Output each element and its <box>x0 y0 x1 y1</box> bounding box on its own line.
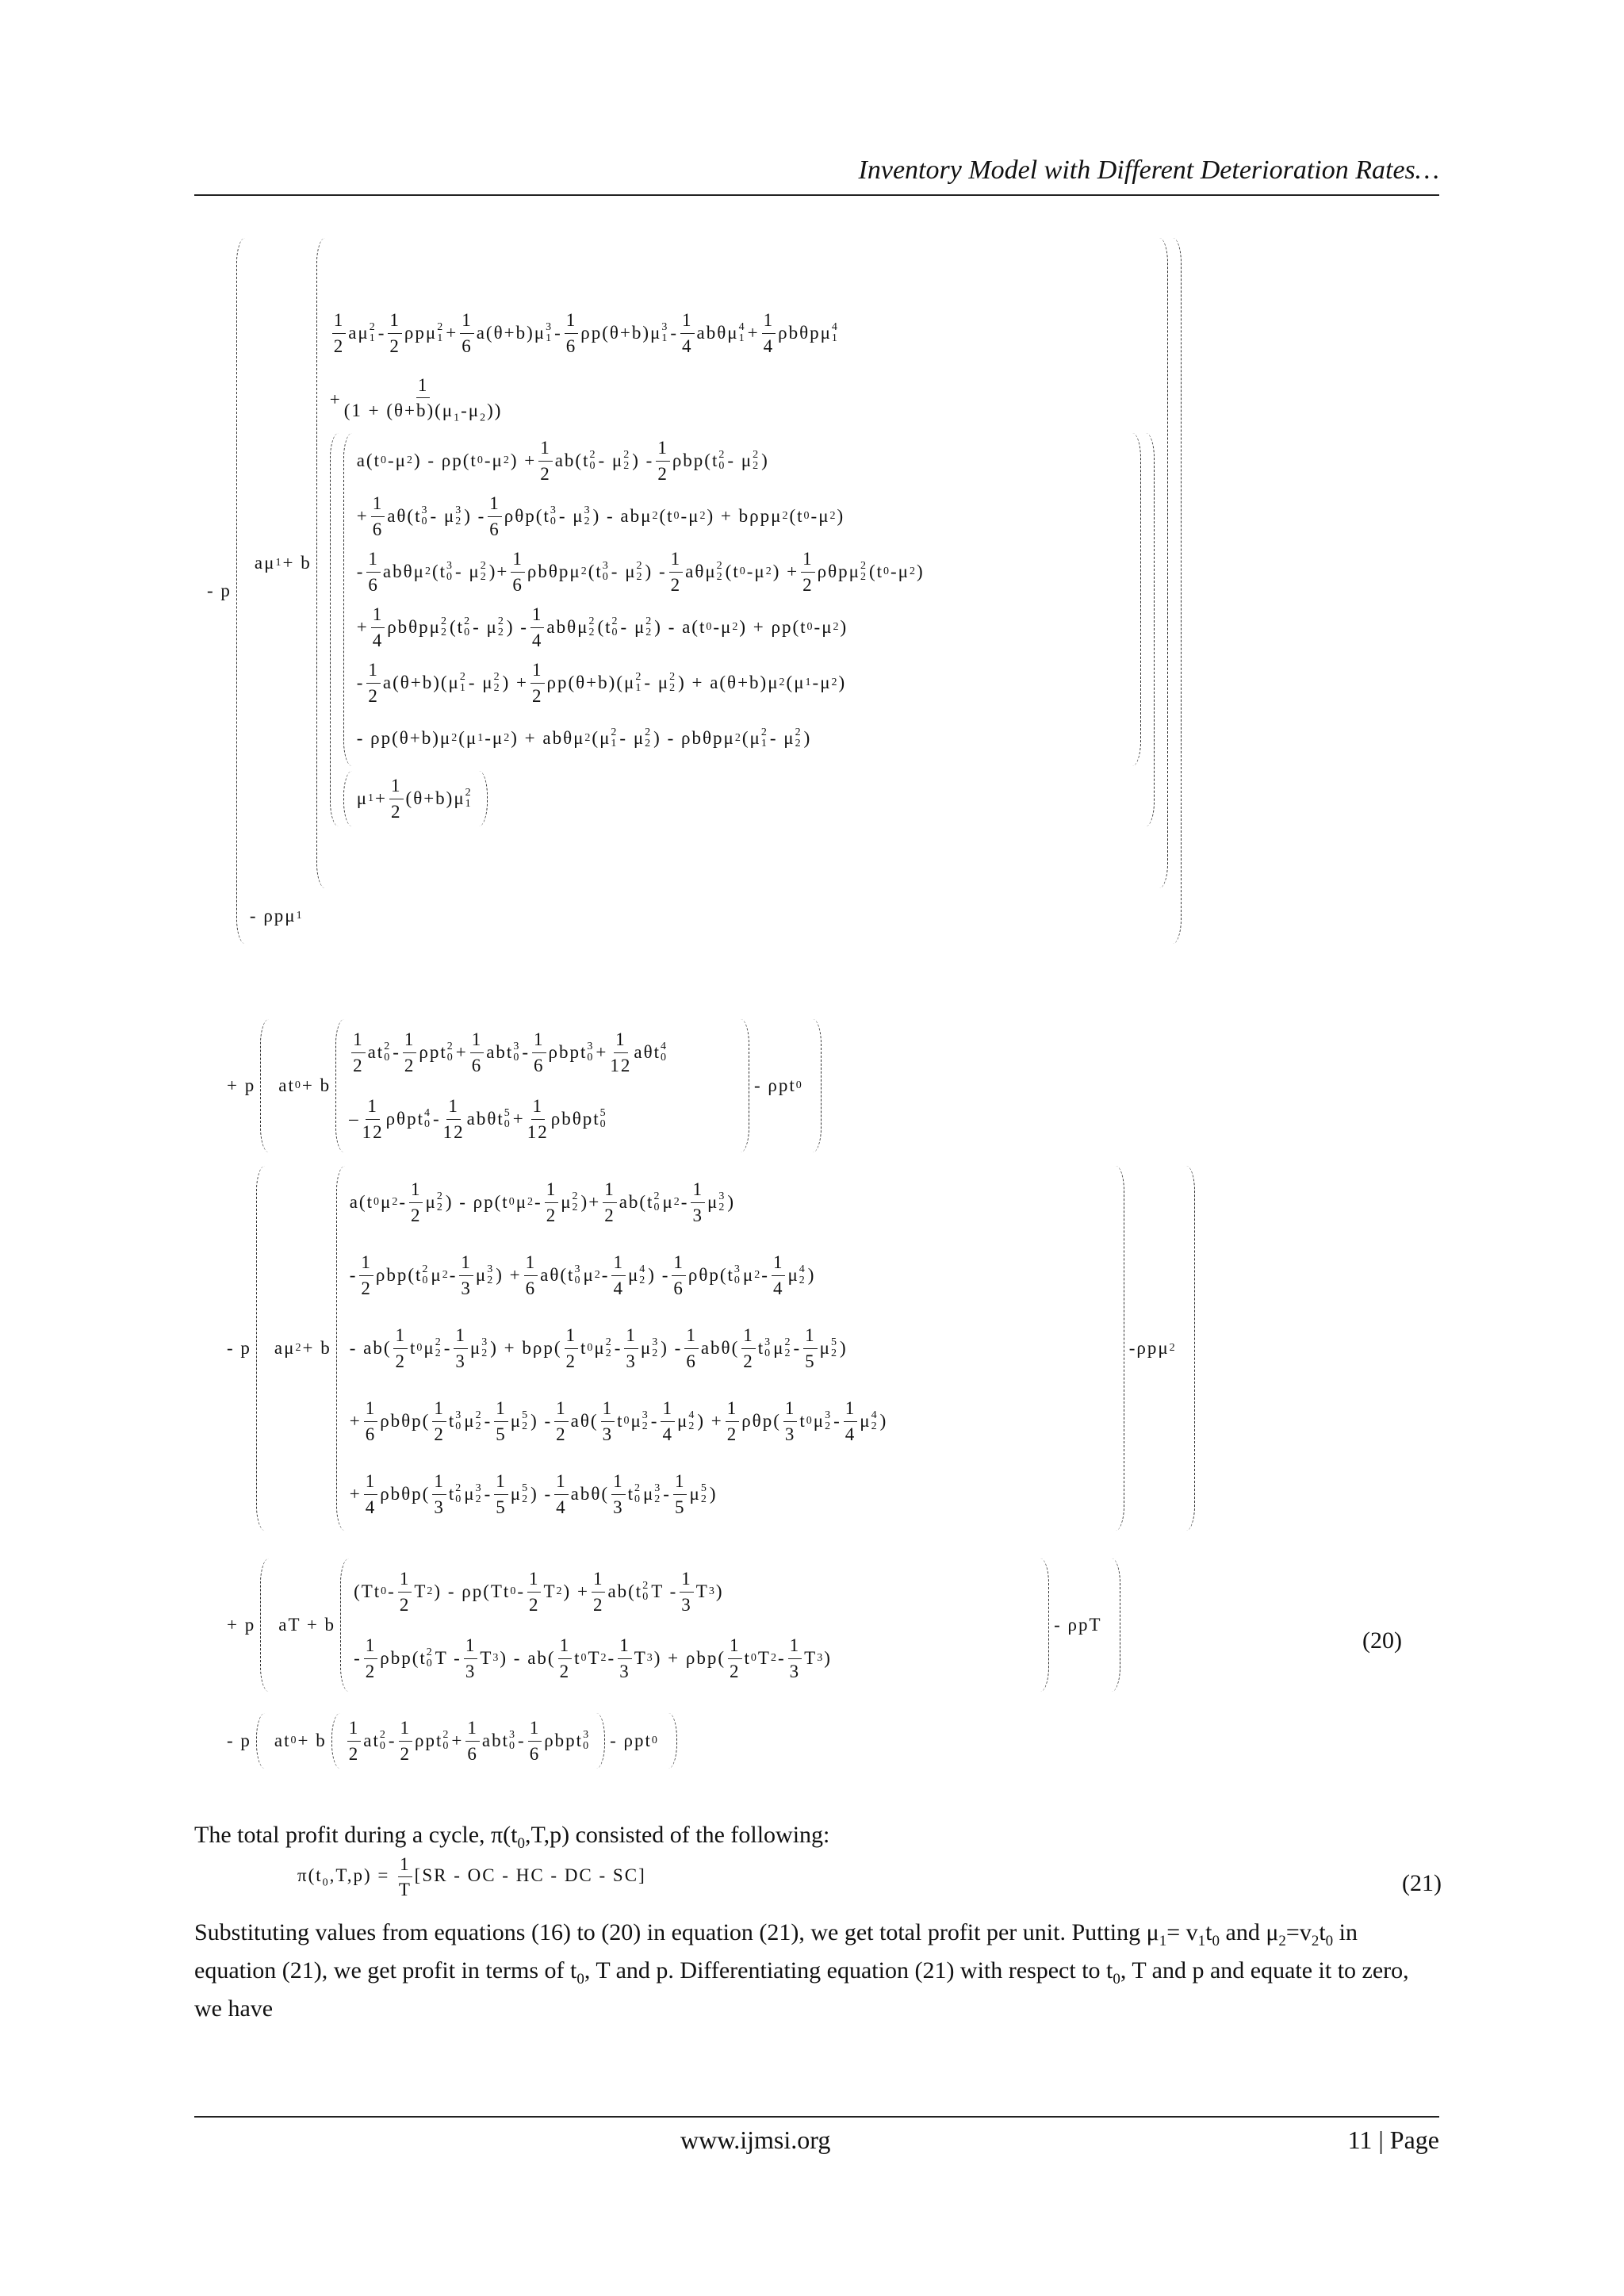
fraction: 1 4 <box>365 1471 377 1517</box>
fraction: 1 2 <box>400 1718 412 1764</box>
fraction: 1 4 <box>845 1398 856 1444</box>
block-lead: - p <box>207 581 232 600</box>
right-paren <box>596 1713 605 1769</box>
left-paren <box>336 1166 345 1531</box>
math-line: 1 2 at 2 0 - 1 2 ρpt 2 0 + 1 6 abt 3 0 - 1 6 ρbpt 3 0 + 1 12 aθt 4 0 <box>353 1029 668 1075</box>
right-paren <box>1146 433 1155 826</box>
equation-20-block-3 <box>222 1166 1195 1531</box>
fraction: 1 $(1 + (\theta+b)(\mu_1-\mu_2))$ <box>343 374 503 424</box>
fraction: 1 2 <box>802 549 814 595</box>
left-paren <box>343 433 352 766</box>
fraction: 1 3 <box>789 1635 801 1681</box>
right-paren <box>668 1713 677 1769</box>
fraction: 1 2 <box>410 1179 422 1225</box>
fraction: 1 3 <box>784 1398 796 1444</box>
left-paren <box>343 771 352 826</box>
inner-lead: aμ 1 + b <box>254 553 312 573</box>
block-lead: + p <box>227 1615 256 1635</box>
header-rule <box>194 194 1439 196</box>
math-line: a(t 0 -μ 2 ) - ρp(t 0 -μ 2 ) + 1 2 ab(t 2 0 - μ 2 2 ) - 1 2 ρbp(t 2 0 - μ 2 2 ) <box>356 438 769 484</box>
fraction: 1 3 <box>681 1569 692 1615</box>
fraction: 1 6 <box>534 1029 545 1075</box>
fraction: 1 2 <box>670 549 682 595</box>
math-line: + 1 $(1 + (\theta+b)(\mu_1-\mu_2))$ <box>329 374 503 424</box>
right-paren <box>741 1019 749 1152</box>
inner-lead: aμ 2 + b <box>274 1338 331 1358</box>
fraction: 1 2 <box>743 1325 754 1371</box>
intro-text: The total profit during a cycle, $\pi(t_0,T,p)$ consisted of the following: <box>194 1822 830 1852</box>
math-line: + 1 4 ρbθpμ 2 2 (t 2 0 - μ 2 2 ) - 1 4 abθμ 2 2 (t 2 0 - μ 2 2 ) - a(t 0 -μ 2 ) + ρp(t 0 -μ 2 ) <box>356 604 848 650</box>
fraction: 1 5 <box>674 1471 686 1517</box>
fraction: 1 3 <box>455 1325 466 1371</box>
math-line: + 1 4 ρbθp( 1 3 t 2 0 μ 3 2 - 1 5 μ 5 2 ) - 1 4 abθ( 1 3 t 2 0 μ 3 2 - 1 5 μ 5 2 ) <box>349 1471 718 1517</box>
footer-page: 11 | Page <box>1347 2125 1439 2154</box>
right-paren <box>1132 433 1141 766</box>
block-tail: - ρpμ 1 <box>249 906 304 926</box>
math-line: 1 2 at 2 0 - 1 2 ρpt 2 0 + 1 6 abt 3 0 - 1 6 ρbpt 3 0 <box>348 1718 591 1764</box>
fraction: 1 2 <box>546 1179 557 1225</box>
fraction: 1 2 <box>348 1718 360 1764</box>
math-line: - ab( 1 2 t 0 μ 2 2 - 1 3 μ 3 2 ) + bρp( 1 2 t 0 μ 2 2 - 1 3 μ 3 2 ) - 1 6 abθ( 1 2 t 3 0 μ 2 2 - 1 5 μ 5 2 ) <box>349 1325 848 1371</box>
fraction: 1 3 <box>465 1635 477 1681</box>
fraction: 1 12 <box>610 1029 632 1075</box>
fraction: 1 3 <box>619 1635 630 1681</box>
fraction: 1 6 <box>529 1718 541 1764</box>
fraction: 1 12 <box>527 1096 549 1142</box>
fraction: 1 4 <box>662 1398 673 1444</box>
fraction: 1 2 <box>365 1635 377 1681</box>
fraction: 1 6 <box>462 310 473 356</box>
equation-21: $\pi(t_0,T,p)$ = $\frac{1}{T}$ [SR - OC - HC - DC - SC] <box>297 1854 646 1900</box>
fraction: 1 4 <box>556 1471 567 1517</box>
fraction: 1 3 <box>461 1252 472 1298</box>
block-tail: - ρpt 0 <box>753 1075 803 1095</box>
left-paren <box>330 433 339 826</box>
math-line: a(t 0 μ 2 - 1 2 μ 2 2 ) - ρp(t 0 μ 2 - 1 2 μ 2 2 )+ 1 2 ab(t 2 0 μ 2 - 1 3 μ 3 2 ) <box>349 1179 735 1225</box>
fraction: 1 6 <box>368 549 379 595</box>
fraction: 1 3 <box>692 1179 703 1225</box>
math-line: – 1 12 ρθpt 4 0 - 1 12 abθt 5 0 + 1 12 ρbθpt 5 0 <box>349 1096 607 1142</box>
right-paren <box>1112 1558 1120 1692</box>
fraction: 1 2 <box>395 1325 406 1371</box>
equation-20-block-4 <box>222 1558 1120 1692</box>
left-paren <box>256 1166 265 1531</box>
math-line: - 1 2 a(θ+b)(μ 2 1 - μ 2 2 ) + 1 2 ρp(θ+b)(μ 2 1 - μ 2 2 ) + a(θ+b)μ 2 (μ 1 -μ 2 ) <box>356 660 847 706</box>
left-paren <box>316 238 325 888</box>
fraction: 1 6 <box>372 493 384 539</box>
fraction: 1 5 <box>496 1398 507 1444</box>
fraction: 1 12 <box>442 1096 465 1142</box>
right-paren <box>1159 238 1168 888</box>
math-line: (Tt 0 - 1 2 T 2 ) - ρp(Tt 0 - 1 2 T 2 ) + 1 2 ab(t 2 0 T - 1 3 T 3 ) <box>354 1569 724 1615</box>
fraction: 1 2 <box>333 310 345 356</box>
fraction: 1 2 <box>556 1398 567 1444</box>
fraction: 1 2 <box>404 1029 416 1075</box>
fraction: 1 4 <box>531 604 543 650</box>
fraction: 1 3 <box>602 1398 614 1444</box>
fraction: 1 2 <box>389 310 400 356</box>
fraction: 1 2 <box>540 438 551 484</box>
inner-lead: aT + b <box>278 1615 336 1635</box>
fraction: 1 3 <box>434 1471 445 1517</box>
inner-lead: at 0 + b <box>278 1075 331 1095</box>
left-paren <box>335 1019 344 1152</box>
math-line: - 1 2 ρbp(t 2 0 T - 1 3 T 3 ) - ab( 1 2 t 0 T 2 - 1 3 T 3 ) + ρbp( 1 2 t 0 T 2 - 1 3 T 3 ) <box>354 1635 832 1681</box>
left-paren <box>256 1713 265 1769</box>
fraction: 1 6 <box>673 1252 684 1298</box>
fraction: 1 2 <box>657 438 668 484</box>
left-paren <box>260 1558 269 1692</box>
fraction: 1 2 <box>528 1569 540 1615</box>
right-paren <box>1186 1166 1195 1531</box>
fraction: 1 2 <box>399 1569 411 1615</box>
block-lead: + p <box>227 1075 256 1095</box>
block-lead: - p <box>227 1338 251 1358</box>
fraction: 1 6 <box>686 1325 697 1371</box>
fraction: 1 4 <box>682 310 693 356</box>
body-paragraph: Substituting values from equations (16) to (20) in equation (21), we get total profit per unit. Putting $\mu_1= v_1t_0$ and $\mu_2=v_2t_0$ in equation (21), we get profit in terms of $t_0$, T and p. Differentiating equation (21) with respect to $t_0$, T and p and equate it to zero, we have <box>194 1919 1409 2022</box>
block-tail: - ρpt 0 <box>610 1731 659 1750</box>
fraction: 1 6 <box>365 1398 377 1444</box>
fraction: 1 2 <box>361 1252 372 1298</box>
math-line: - ρp(θ+b)μ 2 (μ 1 -μ 2 ) + abθμ 2 (μ 2 1 - μ 2 2 ) - ρbθpμ 2 (μ 2 1 - μ 2 2 ) <box>356 726 812 749</box>
fraction: 1 12 <box>362 1096 384 1142</box>
fraction: 1 6 <box>525 1252 537 1298</box>
fraction: 1 2 <box>592 1569 604 1615</box>
fraction: 1 4 <box>372 604 384 650</box>
equation-20-block-2 <box>222 1019 822 1152</box>
fraction: 1 2 <box>532 660 543 706</box>
block-tail: - ρpT <box>1054 1615 1102 1635</box>
right-paren <box>813 1019 822 1152</box>
fraction: 1 2 <box>604 1179 615 1225</box>
fraction: 1 5 <box>496 1471 507 1517</box>
block-tail: -ρpμ 2 <box>1128 1338 1177 1358</box>
fraction: 1 4 <box>763 310 775 356</box>
fraction: 1 2 <box>391 776 402 822</box>
fraction: 1 4 <box>772 1252 784 1298</box>
fraction: 1 2 <box>565 1325 577 1371</box>
math-line: 1 2 aμ 2 1 - 1 2 ρpμ 2 1 + 1 6 a(θ+b)μ 3 1 - 1 6 ρp(θ+b)μ 3 1 - 1 4 abθμ 4 1 + 1 4 ρbθpμ 4 1 <box>333 310 839 356</box>
block-lead: - p <box>227 1731 251 1750</box>
inner-lead: at 0 + b <box>274 1731 327 1750</box>
fraction: 1 4 <box>613 1252 624 1298</box>
fraction: 1 5 <box>805 1325 816 1371</box>
math-line: + 1 6 ρbθp( 1 2 t 3 0 μ 2 2 - 1 5 μ 5 2 ) - 1 2 aθ( 1 3 t 0 μ 3 2 - 1 4 μ 4 2 ) + 1 2 ρθp( 1 3 t 0 μ 3 2 - 1 4 μ 4 2 ) <box>349 1398 888 1444</box>
fraction: 1 6 <box>489 493 500 539</box>
fraction: 1 2 <box>726 1398 738 1444</box>
fraction: 1 2 <box>368 660 379 706</box>
equation-number-21: (21) <box>1402 1870 1442 1896</box>
fraction: 1 3 <box>626 1325 637 1371</box>
math-line: - 1 2 ρbp(t 2 0 μ 2 - 1 3 μ 3 2 ) + 1 6 aθ(t 3 0 μ 2 - 1 4 μ 4 2 ) - 1 6 ρθp(t 3 0 μ 2 - 1 4 μ 4 2 ) <box>349 1252 816 1298</box>
math-line: + 1 6 aθ(t 3 0 - μ 3 2 ) - 1 6 ρθp(t 3 0 - μ 3 2 ) - abμ 2 (t 0 -μ 2 ) + bρpμ 2 (t 0 -μ 2 ) <box>356 493 845 539</box>
math-denominator: μ 1 + 1 2 (θ+b)μ 2 1 <box>356 776 473 822</box>
fraction: 1 6 <box>565 310 577 356</box>
fraction: 1 2 <box>730 1635 741 1681</box>
running-header: Inventory Model with Different Deterioration Rates… <box>858 155 1439 185</box>
equation-20-block-1 <box>202 238 1182 944</box>
fraction: $\frac{1}{T}$ <box>398 1854 412 1900</box>
right-paren <box>1116 1166 1124 1531</box>
fraction: 1 2 <box>353 1029 364 1075</box>
footer-site: www.ijmsi.org <box>680 2125 831 2154</box>
footer-rule <box>194 2116 1439 2118</box>
equation-20-block-5 <box>222 1713 677 1769</box>
left-paren <box>260 1019 269 1152</box>
fraction: 1 6 <box>467 1718 478 1764</box>
fraction: 1 2 <box>434 1398 445 1444</box>
right-paren <box>479 771 488 826</box>
math-line: - 1 6 abθμ 2 (t 3 0 - μ 2 2 )+ 1 6 ρbθpμ 2 (t 3 0 - μ 2 2 ) - 1 2 aθμ 2 2 (t 0 -μ 2 ) + 1 2 ρθpμ 2 2 (t 0 -μ 2 ) <box>356 549 925 595</box>
fraction: 1 3 <box>613 1471 624 1517</box>
equation-number-20: (20) <box>1362 1627 1402 1654</box>
right-paren <box>1040 1558 1049 1692</box>
right-paren <box>1173 238 1182 944</box>
left-paren <box>331 1713 340 1769</box>
fraction: 1 2 <box>559 1635 571 1681</box>
fraction: 1 6 <box>471 1029 483 1075</box>
left-paren <box>236 238 245 944</box>
fraction: 1 6 <box>512 549 523 595</box>
left-paren <box>340 1558 349 1692</box>
